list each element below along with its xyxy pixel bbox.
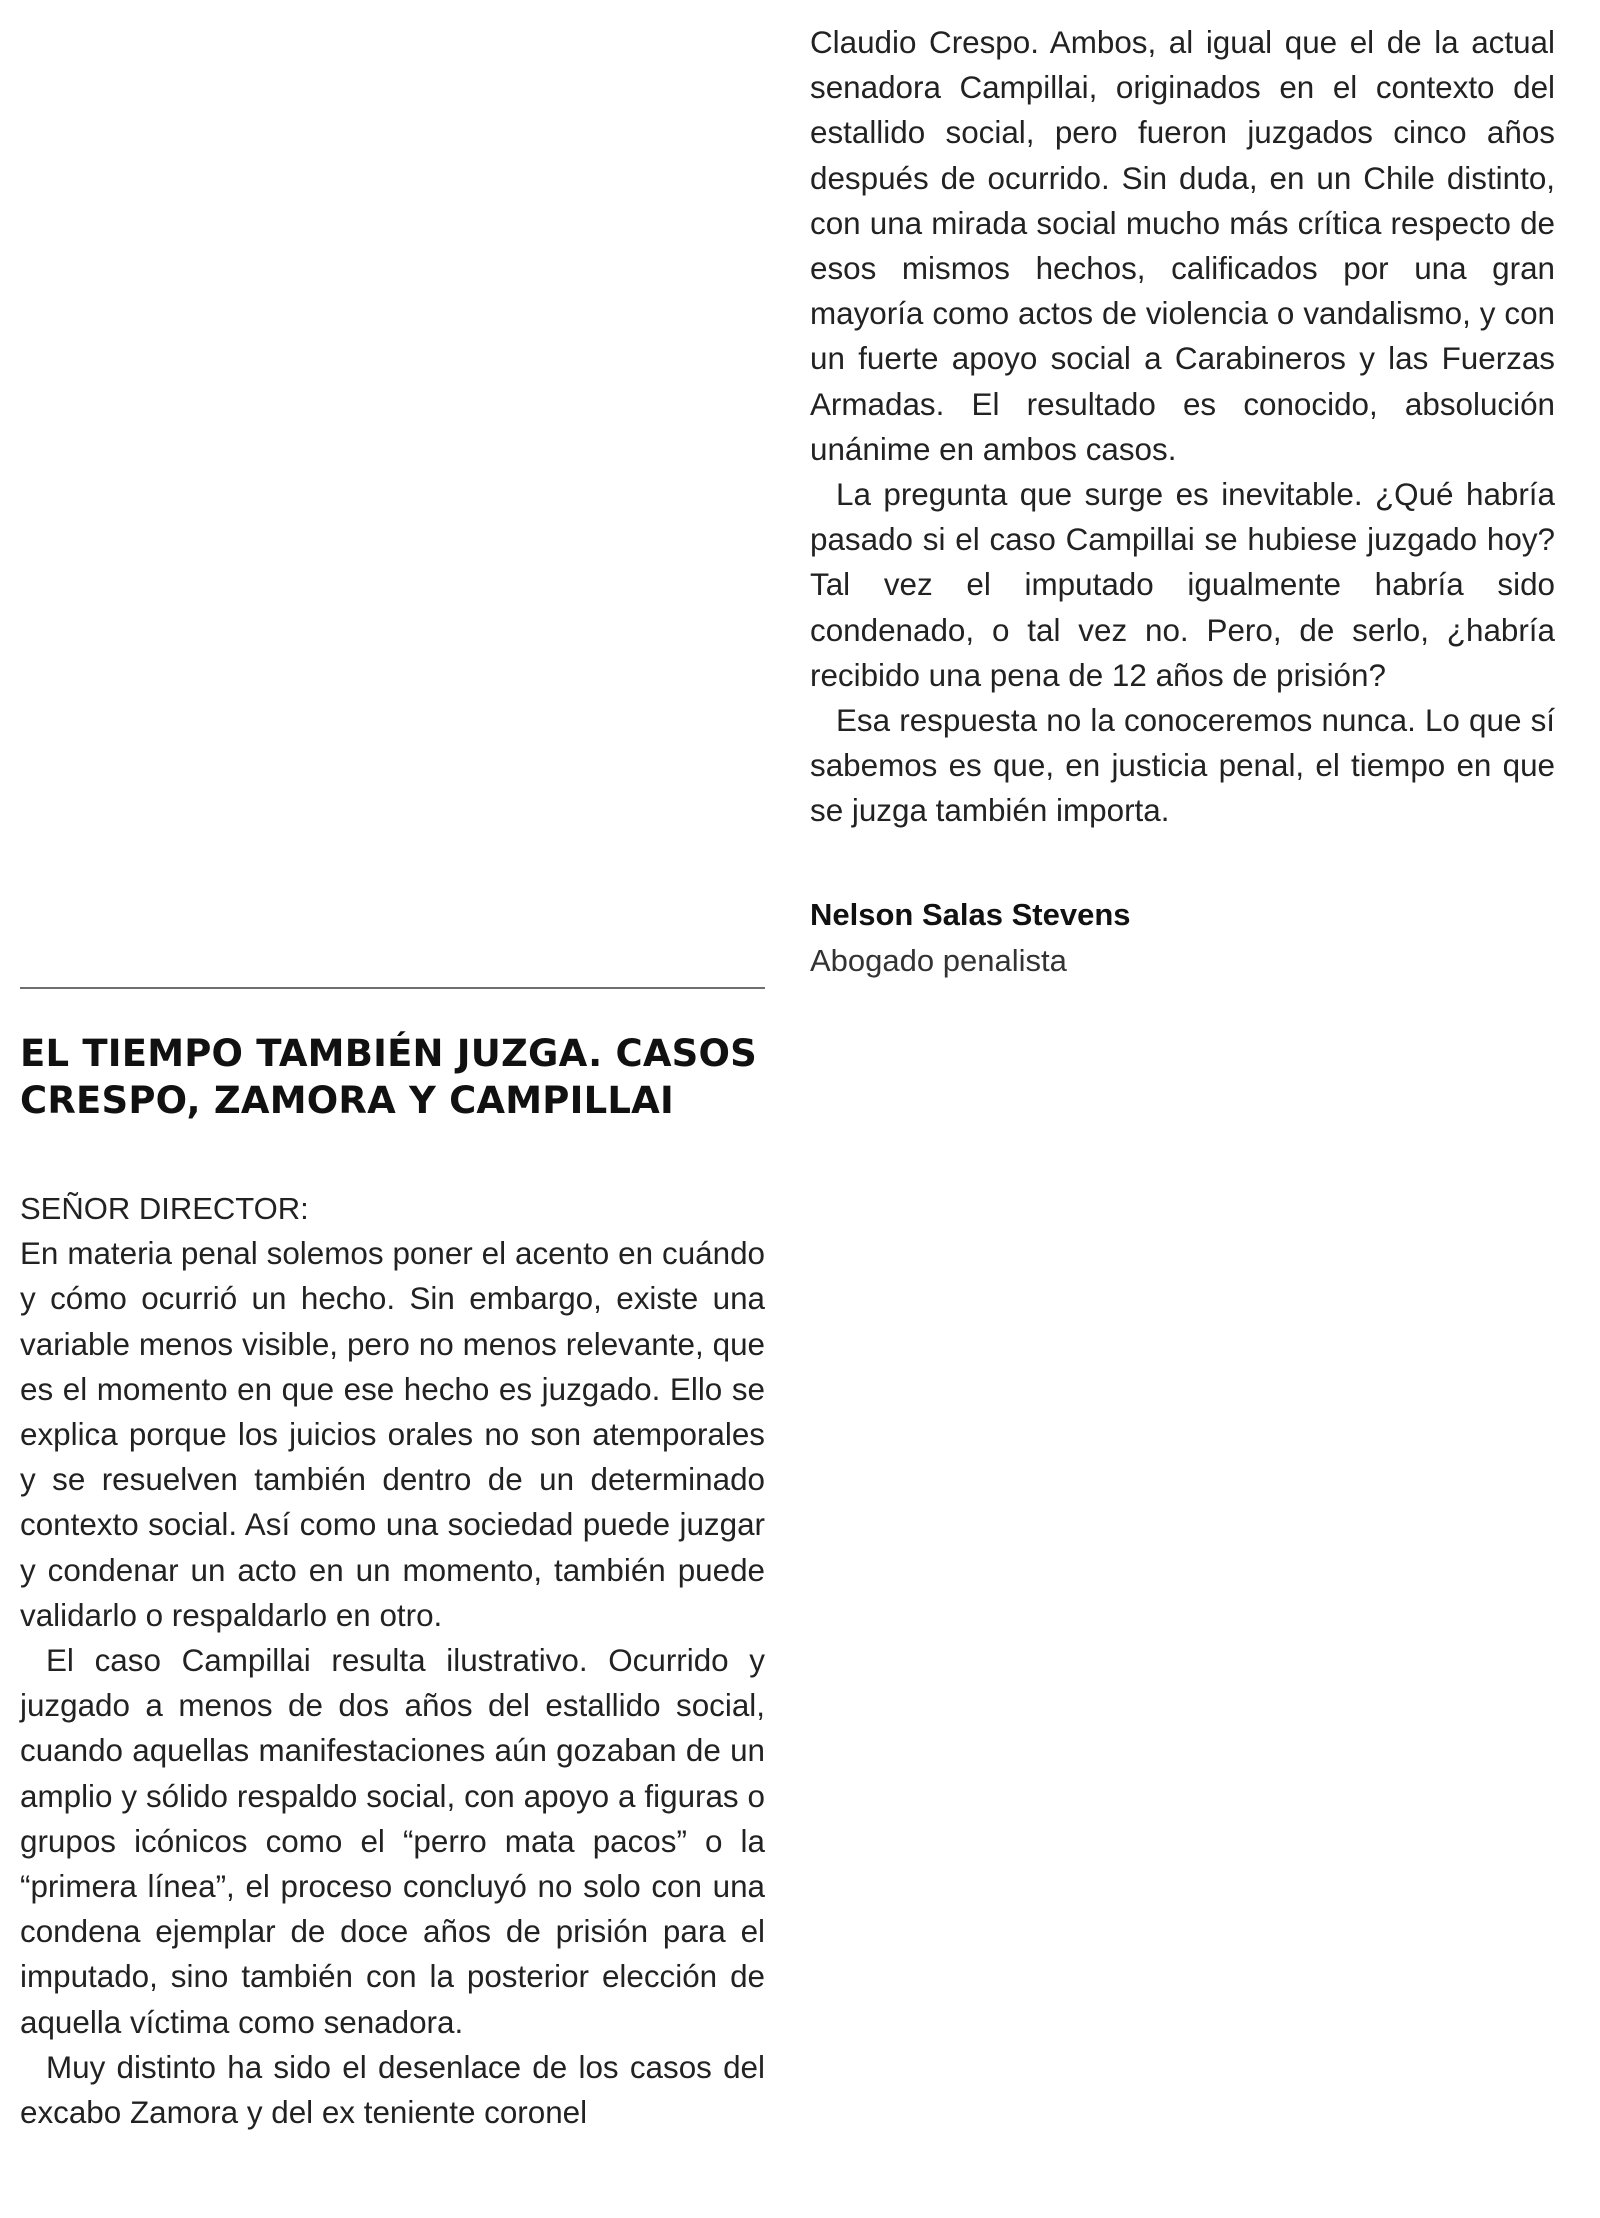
- author-title: Abogado penalista: [810, 942, 1067, 978]
- author-name: Nelson Salas Stevens: [810, 896, 1131, 932]
- letter-headline: EL TIEMPO TAMBIÉN JUZGA. CASOS CRESPO, ZAMORA Y CAMPILLAI: [20, 1032, 758, 1122]
- body-paragraph: La pregunta que surge es inevitable. ¿Qué habría pasado si el caso Campillai se hubiese juzgado hoy? Tal vez el imputado igualmente habría sido condenado, o tal vez no. Pero, de serlo, ¿habría recibido una pena de 12 años de prisión?: [810, 477, 1555, 693]
- salutation: SEÑOR DIRECTOR:: [20, 1191, 309, 1226]
- body-paragraph-intro: En materia penal solemos poner el acento en cuándo y cómo ocurrió un hecho. Sin embargo, existe una variable menos visible, pero no menos relevante, que es el momento en que ese hecho es juzgado. Ello se explica porque los juicios orales no son atemporales y se resuelven también dentro de un determinado contexto social. Así como una sociedad puede juzgar y condenar un acto en un momento, también puede validarlo o respaldarlo en otro.: [20, 1236, 765, 1633]
- signature-block: [810, 892, 1555, 984]
- body-paragraph: El caso Campillai resulta ilustrativo. Ocurrido y juzgado a menos de dos años del estallido social, cuando aquellas manifestaciones aún gozaban de un amplio y sólido respaldo social, con apoyo a figuras o grupos icónicos como el “perro mata pacos” o la “primera línea”, el proceso concluyó no solo con una condena ejemplar de doce años de prisión para el imputado, sino también con la posterior elección de aquella víctima como senadora.: [20, 1643, 765, 2040]
- left-column: [20, 990, 765, 2135]
- section-divider: [20, 987, 765, 989]
- body-paragraph-continued: Claudio Crespo. Ambos, al igual que el de la actual senadora Campillai, originados en el contexto del estallido social, pero fueron juzgados cinco años después de ocurrido. Sin duda, en un Chile distinto, con una mirada social mucho más crítica respecto de esos mismos hechos, calificados por una gran mayoría como actos de violencia o vandalismo, y con un fuerte apoyo social a Carabineros y las Fuerzas Armadas. El resultado es conocido, absolución unánime en ambos casos.: [810, 25, 1555, 467]
- right-column: [810, 0, 1555, 984]
- body-paragraph-closing: Esa respuesta no la conoceremos nunca. Lo que sí sabemos es que, en justicia penal, el tiempo en que se juzga también importa.: [810, 703, 1555, 829]
- body-paragraph: Muy distinto ha sido el desenlace de los casos del excabo Zamora y del ex teniente coronel: [20, 2049, 765, 2131]
